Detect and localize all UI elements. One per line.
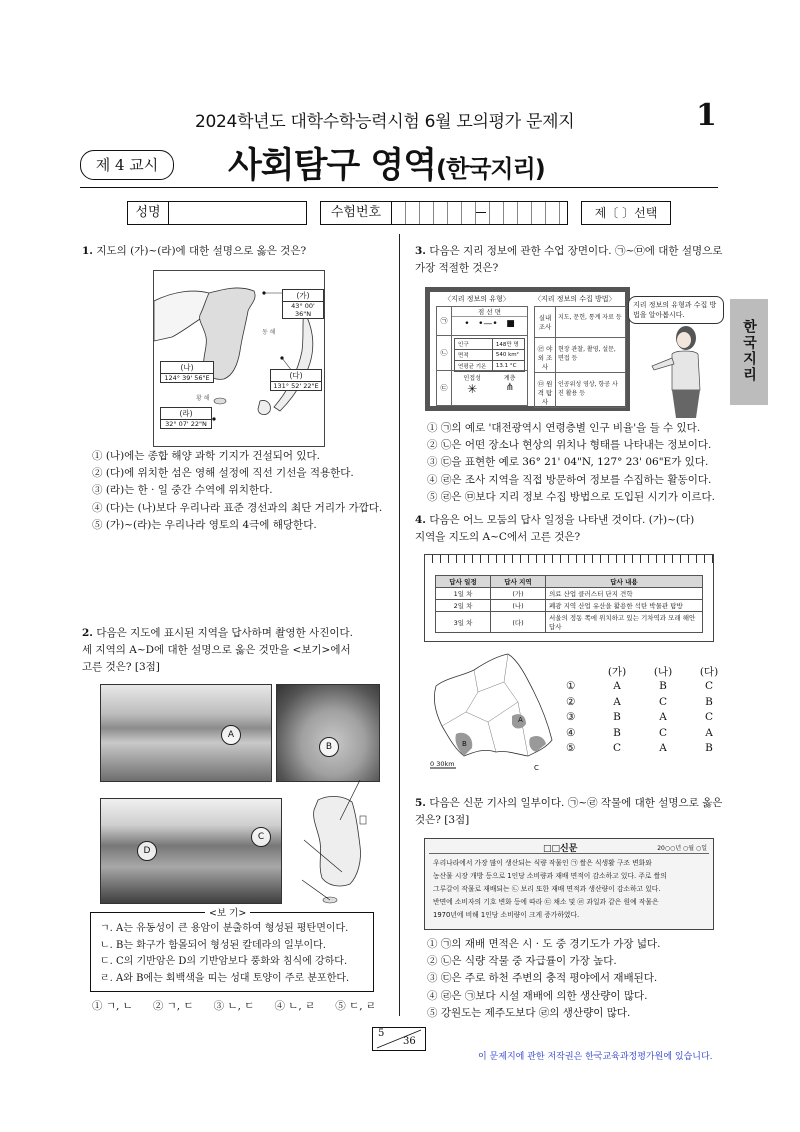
q1-label-ra bbox=[160, 407, 212, 429]
q4-a4-ga: B bbox=[613, 726, 621, 739]
q1-options bbox=[92, 448, 382, 534]
q5-news-body bbox=[433, 857, 667, 922]
q4-a2-ga: A bbox=[613, 695, 621, 708]
q2-bogi-4: ㄹ. A와 B에는 회백색을 띠는 성대 토양이 주로 분포한다. bbox=[100, 972, 350, 984]
q4-map bbox=[426, 652, 558, 774]
q3-options bbox=[427, 420, 715, 506]
q3-row-c-label: ㉢ bbox=[437, 371, 452, 405]
q1-label-ga bbox=[282, 289, 324, 319]
exam-number-label: 수험번호 bbox=[321, 202, 392, 224]
q1-ga-coord: 43° 00' 36"N bbox=[291, 302, 315, 318]
q4-a1-na: B bbox=[659, 680, 667, 692]
table-row bbox=[436, 612, 703, 633]
q4-r2-c1: (다) bbox=[491, 612, 546, 633]
q3-board bbox=[425, 287, 630, 411]
q5-news-title: □□신문 bbox=[543, 844, 578, 854]
q4-a5-na: A bbox=[659, 742, 667, 754]
q5-news-line-1: 우리나라에서 가장 많이 생산되는 식량 작물인 ㉠ 쌀은 식생활 구조 변화와 bbox=[433, 859, 652, 867]
q3-method-3-name: ㉤ 원격 탐사 bbox=[535, 373, 556, 407]
q2-option-5[interactable]: ⑤ ㄷ, ㄹ bbox=[335, 1000, 377, 1012]
q1-da: (다) bbox=[271, 370, 321, 382]
exam-number-cells[interactable] bbox=[392, 202, 567, 224]
q1-na-coord: 124° 39' 56"E bbox=[164, 374, 210, 382]
q5-stem bbox=[415, 795, 725, 829]
q4-a2-na: C bbox=[658, 695, 668, 708]
q2-text-line3: 고른 것은? [3점] bbox=[82, 661, 160, 673]
q3-board-left-title: 〈지리 정보의 유형〉 bbox=[444, 295, 510, 303]
q1-text: 지도의 (가)~(라)에 대한 설명으로 옳은 것은? bbox=[96, 245, 307, 257]
q1-option-4[interactable]: ④ (다)는 (나)보다 우리나라 표준 경선과의 최단 거리가 가깝다. bbox=[92, 501, 383, 514]
q4-answer-row-3[interactable] bbox=[566, 711, 732, 727]
table-row bbox=[436, 600, 703, 612]
name-label: 성명 bbox=[128, 202, 169, 224]
q4-answer-h1: (나) bbox=[653, 666, 673, 678]
q3-row-c bbox=[436, 371, 528, 406]
q3-hierarchy-icon: ⋔ bbox=[505, 382, 514, 393]
q4-a2-num: ② bbox=[566, 695, 576, 708]
q4-r0-c0: 1일 차 bbox=[436, 588, 491, 600]
selection-box: 제〔 〕선택 bbox=[581, 201, 671, 225]
q3-method-3 bbox=[534, 373, 626, 408]
q4-a1-da: C bbox=[704, 680, 714, 692]
q3-option-3[interactable]: ③ ㉢을 표현한 예로 36° 21' 04"N, 127° 23' 06"E가 있다. bbox=[427, 456, 709, 469]
q4-a5-num: ⑤ bbox=[566, 742, 576, 754]
q4-answer-row-1[interactable] bbox=[566, 680, 732, 696]
q5-news-line-2: 농산물 시장 개방 등으로 1인당 소비량과 재배 면적이 감소하고 있다. 주로 쌀의 bbox=[433, 872, 667, 880]
q4-map-label-b: B bbox=[462, 740, 467, 748]
q3-attr-2-v: 13.1 °C bbox=[492, 361, 524, 372]
q3-option-1[interactable]: ① ㉠의 예로 '대전광역시 연령층별 인구 비율'을 들 수 있다. bbox=[427, 422, 701, 434]
q4-th-2: 답사 내용 bbox=[546, 576, 703, 588]
q4-th-0: 답사 일정 bbox=[436, 576, 491, 588]
q4-text-line2: 지역을 지도의 A~C에서 고른 것은? bbox=[415, 531, 581, 543]
q1-sea-label: 동 해 bbox=[262, 329, 276, 336]
exam-number-box bbox=[320, 201, 568, 225]
table-row bbox=[436, 588, 703, 600]
q5-text-line2: 것은? [3점] bbox=[415, 814, 470, 826]
q3-attribute-table bbox=[454, 338, 525, 372]
q5-news-date: 20○○년 ○월 ○일 bbox=[657, 845, 707, 852]
q4-a4-na: C bbox=[658, 726, 668, 739]
side-subject-tab bbox=[730, 299, 768, 405]
title-divider bbox=[80, 187, 718, 188]
q3-hierarchy-label: 계층 bbox=[503, 375, 516, 382]
q5-option-5[interactable]: ⑤ 강원도는 제주도보다 ㉣의 생산량이 많다. bbox=[427, 1006, 631, 1019]
q3-attr-0-k: 인구 bbox=[455, 339, 493, 350]
q5-option-3[interactable]: ③ ㉢은 주로 하천 주변의 충적 평야에서 재배된다. bbox=[427, 972, 658, 985]
subject-sub: (한국지리) bbox=[436, 155, 545, 183]
q1-west-sea-label: 황 해 bbox=[196, 395, 210, 402]
q3-row-b bbox=[436, 336, 528, 371]
q4-notebook bbox=[424, 554, 714, 642]
q3-board-right-title: 〈지리 정보의 수집 방법〉 bbox=[534, 295, 616, 303]
q3-method-1-desc: 지도, 문헌, 통계 자료 등 bbox=[558, 314, 622, 321]
q3-text-line2: 가장 적절한 것은? bbox=[415, 262, 499, 274]
q5-option-2[interactable]: ② ㉡은 식량 작물 중 자급률이 가장 높다. bbox=[427, 955, 617, 968]
q4-r0-c2: 의료 산업 클러스터 단지 견학 bbox=[546, 588, 703, 600]
q5-text-line1: 다음은 신문 기사의 일부이다. ㉠~㉣ 작물에 대한 설명으로 옳은 bbox=[429, 797, 723, 809]
q4-r1-c2: 폐광 지역 산업 유산을 활용한 석탄 박물관 탐방 bbox=[546, 600, 703, 612]
q2-photo-d bbox=[100, 798, 282, 904]
q5-options bbox=[427, 936, 660, 1022]
q1-label-na bbox=[160, 361, 214, 383]
q1-na: (나) bbox=[161, 362, 213, 374]
q3-method-1 bbox=[534, 306, 626, 338]
q3-stem bbox=[415, 243, 725, 277]
q1-option-2[interactable]: ② (다)에 위치한 섬은 영해 설정에 직선 기선을 적용한다. bbox=[92, 467, 354, 480]
q3-point-line-area: 점 선 면 bbox=[452, 307, 527, 317]
q4-stem bbox=[415, 512, 725, 546]
q5-news-rule bbox=[429, 853, 709, 854]
q3-adjacency-label: 인접성 bbox=[463, 375, 481, 382]
q4-r2-c2: 서울의 정동 쪽에 위치하고 있는 기차역과 모래 해안 답사 bbox=[546, 612, 703, 633]
q1-ra-coord: 32° 07' 22"N bbox=[165, 420, 207, 428]
q1-option-5[interactable]: ⑤ (가)~(라)는 우리나라 영토의 4극에 해당한다. bbox=[92, 518, 317, 531]
q3-attr-1-k: 면적 bbox=[455, 350, 493, 361]
q3-number: 3. bbox=[415, 245, 426, 257]
q3-attr-1-v: 540 km² bbox=[492, 350, 524, 361]
q5-option-1[interactable]: ① ㉠의 재배 면적은 시 · 도 중 경기도가 가장 넓다. bbox=[427, 938, 661, 950]
q5-news-line-4: 반면에 소비자의 기호 변화 등에 따라 ㉢ 채소 및 ㉣ 과일과 같은 원예 작물은 bbox=[433, 898, 659, 906]
q2-text-line1: 다음은 지도에 표시된 지역을 답사하며 촬영한 사진이다. bbox=[96, 627, 353, 639]
q3-methods bbox=[534, 306, 626, 408]
q2-bogi-3: ㄷ. C의 기반암은 D의 기반암보다 풍화와 침식에 강하다. bbox=[100, 956, 348, 967]
q4-number: 4. bbox=[415, 514, 426, 526]
q4-r1-c1: (나) bbox=[491, 600, 546, 612]
q4-answer-row-2[interactable] bbox=[566, 696, 732, 712]
q4-r1-c0: 2일 차 bbox=[436, 600, 491, 612]
page-number: 1 bbox=[696, 98, 717, 133]
q4-answer-h2: (다) bbox=[699, 666, 719, 678]
q3-method-2-desc: 현장 관찰, 촬영, 설문, 면접 등 bbox=[558, 346, 616, 362]
q3-option-5[interactable]: ⑤ ㉣은 ㉤보다 지리 정보 수집 방법으로 도입된 시기가 이르다. bbox=[427, 490, 716, 503]
q3-attr-0-v: 148만 명 bbox=[492, 339, 524, 350]
q2-stem bbox=[82, 625, 388, 676]
q4-th-1: 답사 지역 bbox=[491, 576, 546, 588]
q4-a3-na: A bbox=[659, 711, 667, 723]
period-badge: 제 4 교시 bbox=[80, 150, 174, 180]
q3-option-2[interactable]: ② ㉡은 어떤 장소나 현상의 위치나 형태를 나타내는 정보이다. bbox=[427, 439, 712, 452]
q3-attr-2-k: 연평균 기온 bbox=[455, 361, 493, 372]
subject-main: 사회탐구 영역 bbox=[228, 146, 437, 186]
q4-a3-num: ③ bbox=[566, 711, 576, 723]
q4-r0-c1: (가) bbox=[491, 588, 546, 600]
q1-number: 1. bbox=[82, 245, 93, 257]
q3-teacher-figure bbox=[640, 324, 720, 418]
q4-a3-da: C bbox=[704, 711, 714, 723]
q4-answer-h0: (가) bbox=[607, 666, 627, 678]
q4-a2-da: B bbox=[705, 695, 713, 708]
q1-da-coord: 131° 52' 22"E bbox=[273, 382, 319, 390]
q2-location-map bbox=[300, 780, 380, 910]
q1-map bbox=[153, 270, 325, 447]
q3-row-a-label: ㉠ bbox=[437, 307, 452, 335]
q4-a3-ga: B bbox=[613, 711, 621, 723]
q5-news-line-3: 그루갈이 작물로 재배되는 ㉡ 보리 또한 재배 면적과 생산량이 감소하고 있다. bbox=[433, 885, 661, 893]
q4-a4-da: A bbox=[705, 726, 713, 739]
q2-number: 2. bbox=[82, 627, 93, 639]
q3-option-4[interactable]: ④ ㉣은 조사 지역을 직접 방문하여 정보를 수집하는 활동이다. bbox=[427, 473, 712, 486]
exam-title: 2024학년도 대학수학능력시험 6월 모의평가 문제지 bbox=[195, 112, 575, 132]
q2-photo-b bbox=[276, 684, 380, 782]
q2-option-3[interactable]: ③ ㄴ, ㄷ bbox=[213, 1000, 255, 1012]
q1-ga: (가) bbox=[283, 290, 323, 302]
name-field[interactable] bbox=[169, 202, 306, 224]
q4-map-label-c: C bbox=[534, 764, 539, 772]
q1-option-1[interactable]: ① (나)에는 종합 해양 과학 기지가 건설되어 있다. bbox=[92, 450, 320, 462]
q4-answer-row-4[interactable] bbox=[566, 727, 732, 743]
q4-a1-num: ① bbox=[566, 680, 576, 692]
q4-a5-ga: C bbox=[612, 742, 622, 754]
side-tab-label: 한국지리 bbox=[741, 319, 757, 383]
q1-option-3[interactable]: ③ (라)는 한 · 일 중간 수역에 위치한다. bbox=[92, 484, 273, 497]
exam-number-dash bbox=[476, 212, 486, 213]
q4-answer-header bbox=[566, 664, 732, 680]
q2-label-b: B bbox=[319, 737, 339, 757]
q4-map-scale: 0 30km bbox=[430, 760, 455, 768]
q2-label-c: C bbox=[251, 827, 271, 847]
q3-adjacency-icon: ✳ bbox=[467, 382, 478, 396]
q2-bogi-title: <보 기> bbox=[205, 905, 250, 919]
q1-label-da bbox=[270, 369, 322, 391]
q5-number: 5. bbox=[415, 797, 426, 809]
q4-answers bbox=[566, 664, 732, 758]
q3-method-2-name: ㉣ 야외 조사 bbox=[535, 338, 556, 372]
q3-method-1-name: 실내 조사 bbox=[535, 307, 556, 337]
q4-map-label-a: A bbox=[518, 716, 523, 724]
q3-method-3-desc: 인공위성 영상, 항공 사진 활용 등 bbox=[558, 381, 618, 397]
q2-text-line2: 세 지역의 A~D에 대한 설명으로 옳은 것만을 <보기>에서 bbox=[82, 644, 351, 656]
q4-a5-da: B bbox=[705, 742, 713, 754]
q3-type-rows bbox=[436, 306, 528, 406]
footer-page-box bbox=[372, 1027, 426, 1051]
footer-page: 5 bbox=[378, 1028, 385, 1039]
q2-option-1[interactable]: ① ㄱ, ㄴ bbox=[92, 1000, 133, 1012]
q3-row-b-label: ㉡ bbox=[437, 336, 452, 370]
q3-speech-bubble: 지리 정보의 유형과 수집 방법을 알아봅시다. bbox=[628, 296, 724, 324]
q4-schedule-table bbox=[435, 575, 703, 633]
q1-stem bbox=[82, 243, 306, 260]
q5-option-4[interactable]: ④ ㉣은 ㉠보다 시설 재배에 의한 생산량이 많다. bbox=[427, 989, 648, 1002]
column-divider bbox=[399, 234, 400, 1016]
footer-copyright: 이 문제지에 관한 저작권은 한국교육과정평가원에 있습니다. bbox=[478, 1052, 713, 1062]
q5-newspaper bbox=[424, 838, 714, 930]
q2-label-a: A bbox=[221, 725, 241, 745]
q3-geometry-symbols: • •—• ■ bbox=[464, 319, 515, 329]
q2-photo-a bbox=[100, 684, 272, 782]
q4-text-line1: 다음은 어느 모둠의 답사 일정을 나타낸 것이다. (가)~(다) bbox=[429, 514, 695, 526]
q2-option-4[interactable]: ④ ㄴ, ㄹ bbox=[274, 1000, 316, 1012]
q4-r2-c0: 3일 차 bbox=[436, 612, 491, 633]
name-box bbox=[127, 201, 307, 225]
q3-method-2 bbox=[534, 338, 626, 373]
q2-bogi-2: ㄴ. B는 화구가 함몰되어 형성된 칼데라의 일부이다. bbox=[100, 939, 326, 951]
q3-row-a bbox=[436, 306, 528, 336]
q4-answer-row-5[interactable] bbox=[566, 742, 732, 758]
q2-bogi-list bbox=[100, 921, 349, 987]
footer-total: 36 bbox=[403, 1036, 416, 1047]
q5-news-line-5: 1970년에 비해 1인당 소비량이 크게 증가하였다. bbox=[433, 911, 580, 919]
q1-ra: (라) bbox=[161, 408, 211, 420]
q2-options bbox=[92, 998, 376, 1015]
q2-label-d: D bbox=[137, 841, 157, 861]
q2-option-2[interactable]: ② ㄱ, ㄷ bbox=[152, 1000, 194, 1012]
q2-bogi-1: ㄱ. A는 유동성이 큰 용암이 분출하여 형성된 평탄면이다. bbox=[100, 923, 349, 934]
q4-a4-num: ④ bbox=[566, 726, 576, 739]
q3-text-line1: 다음은 지리 정보에 관한 수업 장면이다. ㉠~㉤에 대한 설명으로 bbox=[429, 245, 723, 257]
subject-title bbox=[228, 138, 545, 188]
q4-a1-ga: A bbox=[613, 680, 621, 692]
